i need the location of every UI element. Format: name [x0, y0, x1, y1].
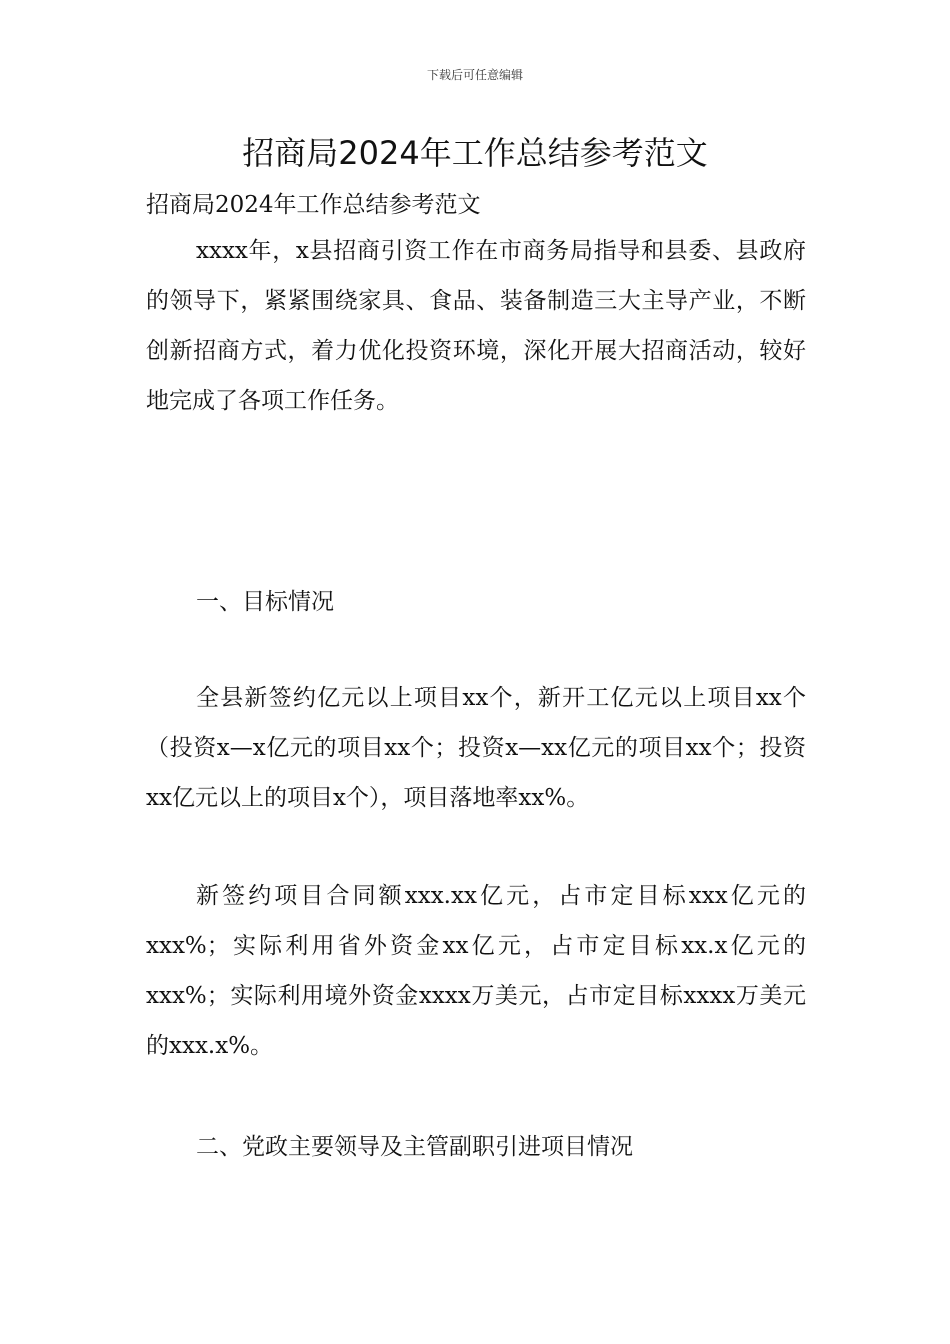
document-title: 招商局2024年工作总结参考范文 — [242, 134, 708, 172]
targets-paragraph-projects: 全县新签约亿元以上项目xx个，新开工亿元以上项目xx个（投资x—x亿元的项目xx个；投资x—xx亿元的项目xx个；投资xx亿元以上的项目x个），项目落地率xx%。 — [146, 685, 806, 811]
document-subtitle: 招商局2024年工作总结参考范文 — [146, 192, 481, 218]
section-heading-leadership-projects: 二、党政主要领导及主管副职引进项目情况 — [196, 1134, 633, 1160]
section-heading-targets: 一、目标情况 — [196, 589, 334, 615]
intro-paragraph: xxxx年，x县招商引资工作在市商务局指导和县委、县政府的领导下，紧紧围绕家具、食品、装备制造三大主导产业，不断创新招商方式，着力优化投资环境，深化开展大招商活动，较好地完成了各项工作任务。 — [146, 238, 806, 414]
header-note: 下载后可任意编辑 — [426, 68, 523, 82]
targets-paragraph-funds: 新签约项目合同额xxx.xx亿元，占市定目标xxx亿元的xxx%；实际利用省外资金xx亿元，占市定目标xx.x亿元的xxx%；实际利用境外资金xxxx万美元，占市定目标xxxx万美元的xxx.x%。 — [146, 883, 806, 1059]
